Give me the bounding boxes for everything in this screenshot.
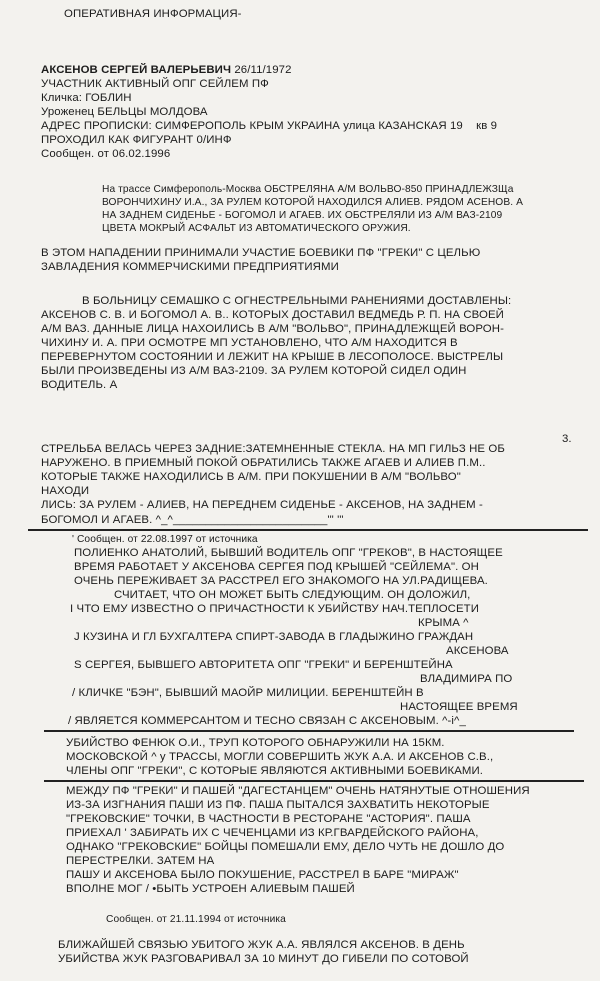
para6-line: МОСКОВСКОЙ ^ у ТРАССЫ, МОГЛИ СОВЕРШИТЬ ЖУК А.А. И АКСЕНОВ С.В., — [66, 751, 494, 763]
subject-apartment: кв 9 — [476, 120, 498, 132]
para5-line: КРЫМА ^ — [418, 617, 469, 629]
para5-line: I ЧТО ЕМУ ИЗВЕСТНО О ПРИЧАСТНОСТИ К УБИЙСТВУ НАЧ.ТЕПЛОСЕТИ — [70, 603, 480, 615]
para1-line: ВОРОНЧИХИНУ И.А., ЗА РУЛЕМ КОТОРОЙ НАХОДИЛСЯ АЛИЕВ. РЯДОМ АСЕНОВ. А — [102, 197, 523, 208]
para3-line: ВОДИТЕЛЬ. А — [41, 379, 118, 391]
para3-line: ЧИХИНУ И. А. ПРИ ОСМОТРЕ МП УСТАНОВЛЕНО, ЧТО А/М НАХОДИТСЯ В — [41, 337, 458, 349]
para7-line: ОДНАКО "ГРЕКОВСКИЕ" БОЙЦЫ ПОМЕШАЛИ ЕМУ, ДЕЛО ЧУТЬ НЕ ДОШЛО ДО — [66, 841, 505, 853]
para8-line: БЛИЖАЙШЕЙ СВЯЗЬЮ УБИТОГО ЖУК А.А. ЯВЛЯЛСЯ АКСЕНОВ. В ДЕНЬ — [58, 939, 465, 951]
report-date: Сообщен. от 06.02.1996 — [41, 148, 171, 160]
para4-line: БОГОМОЛ И АГАЕВ. ^_^________________________'" '" — [41, 514, 344, 526]
para7-line: ПАШУ И АКСЕНОВА БЫЛО ПОКУШЕНИЕ, РАССТРЕЛ В БАРЕ "МИРАЖ" — [66, 869, 459, 881]
para7-line: ПЕРЕСТРЕЛКИ. ЗАТЕМ НА — [66, 855, 215, 867]
subject-nickname: Кличка: ГОБЛИН — [41, 92, 132, 104]
para3-line: В БОЛЬНИЦУ СЕМАШКО С ОГНЕСТРЕЛЬНЫМИ РАНЕНИЯМИ ДОСТАВЛЕНЫ: — [82, 295, 512, 307]
para3-line: А/М ВАЗ. ДАННЫЕ ЛИЦА НАХОИЛИСЬ В А/М "ВОЛЬВО", ПРИНАДЛЕЖЩЕЙ ВОРОН- — [41, 323, 504, 335]
para6-line: УБИЙСТВО ФЕНЮК О.И., ТРУП КОТОРОГО ОБНАРУЖИЛИ НА 15КМ. — [66, 737, 445, 749]
para3-line: АКСЕНОВ С. В. И БОГОМОЛ А. В.. КОТОРЫХ ДОСТАВИЛ ВЕДМЕДЬ Р. П. НА СВОЕЙ — [41, 309, 504, 321]
subject-figurant: ПРОХОДИЛ КАК ФИГУРАНТ 0/ИНФ — [41, 134, 232, 146]
page-number: 3. — [562, 433, 572, 445]
source2-date: ' Сообщен. от 22.08.1997 от источника — [72, 534, 258, 545]
para5-line: S СЕРГЕЯ, БЫВШЕГО АВТОРИТЕТА ОПГ "ГРЕКИ" И БЕРЕНШТЕЙНА — [74, 659, 453, 671]
para4-line: СТРЕЛЬБА ВЕЛАСЬ ЧЕРЕЗ ЗАДНИЕ:ЗАТЕМНЕННЫЕ СТЕКЛА. НА МП ГИЛЬЗ НЕ ОБ — [41, 443, 505, 455]
divider — [44, 730, 574, 732]
para1-line: ЦВЕТА МОКРЫЙ АСФАЛЬТ ИЗ АВТОМАТИЧЕСКОГО ОРУЖИЯ. — [102, 223, 411, 234]
subject-birthplace: Уроженец БЕЛЬЦЫ МОЛДОВА — [41, 106, 208, 118]
para7-line: ПРИЕХАЛ ' ЗАБИРАТЬ ИХ С ЧЕЧЕНЦАМИ ИЗ КР.ГВАРДЕЙСКОГО РАЙОНА, — [66, 827, 479, 839]
para4-line: ЛИСЬ: ЗА РУЛЕМ - АЛИЕВ, НА ПЕРЕДНЕМ СИДЕНЬЕ - АКСЕНОВ, НА ЗАДНЕМ - — [41, 499, 483, 511]
subject-address — [41, 120, 497, 134]
subject-name-text: АКСЕНОВ СЕРГЕЙ ВАЛЕРЬЕВИЧ — [41, 64, 232, 76]
para5-line: СЧИТАЕТ, ЧТО ОН МОЖЕТ БЫТЬ СЛЕДУЮЩИМ. ОН ДОЛОЖИЛ, — [114, 589, 471, 601]
subject-role: УЧАСТНИК АКТИВНЫЙ ОПГ СЕЙЛЕМ ПФ — [41, 78, 269, 90]
para3-line: ПЕРЕВЕРНУТОМ СОСТОЯНИИ И ЛЕЖИТ НА КРЫШЕ В ЛЕСОПОЛОСЕ. ВЫСТРЕЛЫ — [41, 351, 504, 363]
para5-line: ВЛАДИМИРА ПО — [420, 673, 513, 685]
para4-line: КОТОРЫЕ ТАКЖЕ НАХОДИЛИСЬ В А/М. ПРИ ПОКУШЕНИИ В А/М "ВОЛЬВО" — [41, 471, 461, 483]
para1-line: На трассе Симферополь-Москва ОБСТРЕЛЯНА А/М ВОЛЬВО-850 ПРИНАДЛЕЖЗЩа — [102, 184, 514, 195]
para5-line: ПОЛИЕНКО АНАТОЛИЙ, БЫВШИЙ ВОДИТЕЛЬ ОПГ "ГРЕКОВ", В НАСТОЯЩЕЕ — [74, 547, 503, 559]
para2-line: В ЭТОМ НАПАДЕНИИ ПРИНИМАЛИ УЧАСТИЕ БОЕВИКИ ПФ "ГРЕКИ" С ЦЕЛЬЮ — [41, 247, 481, 259]
source3-date: Сообщен. от 21.11.1994 от источника — [106, 914, 286, 925]
para3-line: БЫЛИ ПРОИЗВЕДЕНЫ ИЗ А/М ВАЗ-2109. ЗА РУЛЕМ КОТОРОЙ СИДЕЛ ОДИН — [41, 365, 467, 377]
divider — [44, 780, 584, 782]
document-header: ОПЕРАТИВНАЯ ИНФОРМАЦИЯ- — [64, 8, 242, 20]
para5-line: АКСЕНОВА — [446, 645, 509, 657]
para5-line: НАСТОЯЩЕЕ ВРЕМЯ — [400, 701, 518, 713]
para4-line: НАРУЖЕНО. В ПРИЕМНЫЙ ПОКОЙ ОБРАТИЛИСЬ ТАКЖЕ АГАЕВ И АЛИЕВ П.М.. — [41, 457, 486, 469]
subject-dob: 26/11/1972 — [234, 64, 292, 76]
para6-line: ЧЛЕНЫ ОПГ "ГРЕКИ", С КОТОРЫЕ ЯВЛЯЮТСЯ АКТИВНЫМИ БОЕВИКАМИ. — [66, 765, 484, 777]
para7-line: "ГРЕКОВСКИЕ" ТОЧКИ, В ЧАСТНОСТИ В РЕСТОРАНЕ "АСТОРИЯ". ПАША — [66, 813, 471, 825]
para5-line: ОЧЕНЬ ПЕРЕЖИВАЕТ ЗА РАССТРЕЛ ЕГО ЗНАКОМОГО НА УЛ.РАДИЩЕВА. — [74, 575, 488, 587]
para5-line: / КЛИЧКЕ "БЭН", БЫВШИЙ МАОЙР МИЛИЦИИ. БЕРЕНШТЕЙН В — [72, 687, 424, 699]
para5-line: ВРЕМЯ РАБОТАЕТ У АКСЕНОВА СЕРГЕЯ ПОД КРЫШЕЙ "СЕЙЛЕМА". ОН — [74, 561, 479, 573]
para7-line: ВПОЛНЕ МОГ / •БЫТЬ УСТРОЕН АЛИЕВЫМ ПАШЕЙ — [66, 883, 355, 895]
subject-address-text: АДРЕС ПРОПИСКИ: СИМФЕРОПОЛЬ КРЫМ УКРАИНА улица КАЗАНСКАЯ 19 — [41, 120, 463, 132]
subject-name — [41, 64, 292, 78]
para1-line: НА ЗАДНЕМ СИДЕНЬЕ - БОГОМОЛ И АГАЕВ. ИХ ОБСТРЕЛЯЛИ ИЗ А/М ВАЗ-2109 — [102, 210, 503, 221]
para5-line: / ЯВЛЯЕТСЯ КОММЕРСАНТОМ И ТЕСНО СВЯЗАН С АКСЕНОВЫМ. ^-i^_ — [68, 715, 466, 727]
para5-line: J КУЗИНА И ГЛ БУХГАЛТЕРА СПИРТ-ЗАВОДА В ГЛАДЫЖИНО ГРАЖДАН — [74, 631, 474, 643]
para7-line: МЕЖДУ ПФ "ГРЕКИ" И ПАШЕЙ "ДАГЕСТАНЦЕМ" ОЧЕНЬ НАТЯНУТЫЕ ОТНОШЕНИЯ — [66, 785, 530, 797]
para7-line: ИЗ-ЗА ИЗГНАНИЯ ПАШИ ИЗ ПФ. ПАША ПЫТАЛСЯ ЗАХВАТИТЬ НЕКОТОРЫЕ — [66, 799, 490, 811]
para8-line: УБИЙСТВА ЖУК РАЗГОВАРИВАЛ ЗА 10 МИНУТ ДО ГИБЕЛИ ПО СОТОВОЙ — [58, 953, 469, 965]
para2-line: ЗАВЛАДЕНИЯ КОММЕРЧИСКИМИ ПРЕДПРИЯТИЯМИ — [41, 261, 339, 273]
divider — [28, 529, 588, 531]
para4-line: НАХОДИ — [41, 485, 90, 497]
